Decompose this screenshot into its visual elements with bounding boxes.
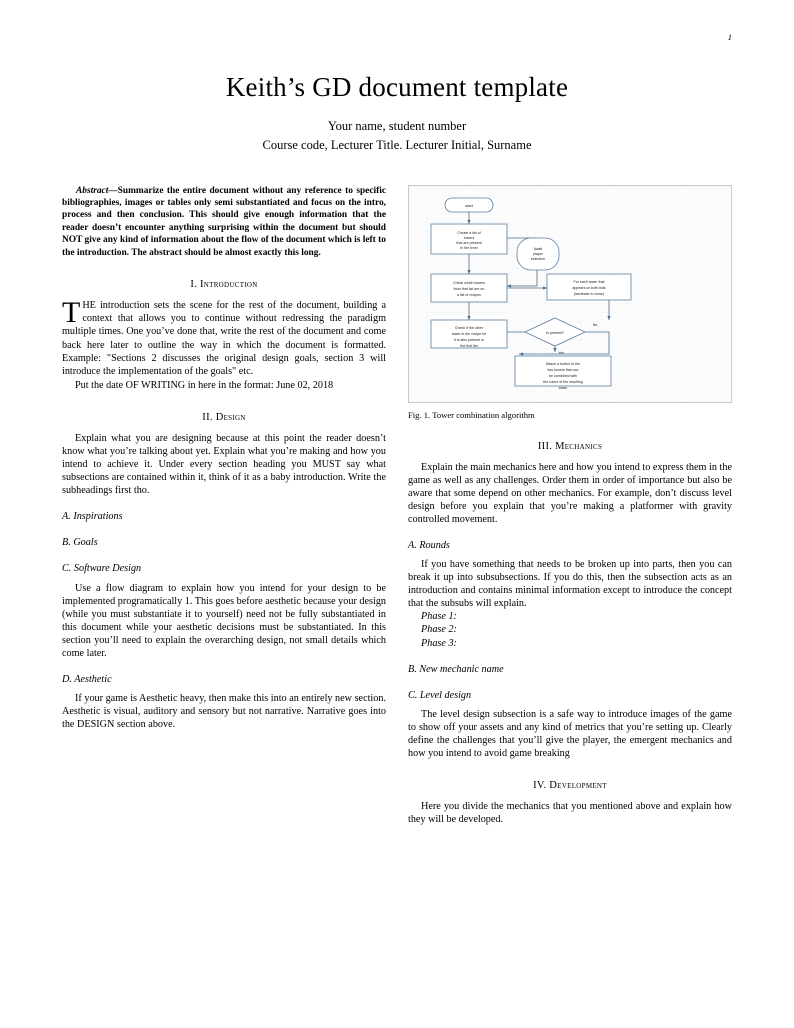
left-column: [62, 185, 386, 827]
flow-node-await-selection-l3: selection: [530, 256, 546, 261]
phase-3-label: Phase 3:: [421, 637, 457, 649]
flow-node-check-towers-l1: Check which towers: [453, 280, 485, 285]
flow-edge-label-no: No: [592, 322, 598, 327]
introduction-paragraph-1-text: HE introduction sets the scene for the rest of the document, building a context that allows you to continue without redressing the paradigm multiple times. One you’ve done that, write the rest of the document and come back here later to outline the way in which the document is formatted. Example: "Sections 2 discusses the original design goals, section 3 will introduce the implementation of the goals" etc.: [62, 300, 386, 377]
flow-node-attach-button-l1: Attach a button to the: [545, 361, 581, 366]
page-title: Keith’s GD document template: [225, 72, 569, 102]
design-paragraph-1: Explain what you are designing because at this point the reader doesn’t know what you’re talking about yet. Explain what you’re making and how you intend to achieve it. Under every section heading you MUST say what subsections are contained within it, think of it as a baby introduction. Write the subheadings first tho.: [62, 433, 386, 497]
subsection-goals: B. Goals: [62, 537, 98, 549]
abstract-body: Summarize the entire document without any reference to specific bibliographies, images or tables only semi substantiated and focus on the intro, process and then conclusion. This should give enough information that the reader doesn’t encounter anything surprising within the document but should NOT give any kind of information about the flow of the document which is left to the introduction. The abstract should be almost exactly this long.: [62, 185, 386, 258]
subsection-new-mechanic-name: B. New mechanic name: [408, 663, 504, 675]
flow-node-spawn-ghost-l1: For each tower that: [573, 279, 605, 284]
flow-node-create-list-l3: that are present: [456, 240, 482, 245]
right-column: [408, 185, 732, 827]
introduction-paragraph-2: Put the date OF WRITING in here in the format: June 02, 2018: [75, 379, 334, 391]
subsection-inspirations: A. Inspirations: [62, 511, 123, 523]
flow-node-create-list-l4: in the level: [460, 245, 478, 250]
figure-caption: [408, 410, 732, 421]
flow-node-check-towers-l2: from that list are on: [453, 286, 485, 291]
page-number: 1: [727, 32, 732, 42]
figure-caption-label: Fig. 1.: [408, 409, 431, 420]
flow-node-decision-label: Is present?: [546, 330, 564, 335]
flow-node-await-selection-l2: player: [533, 251, 543, 256]
flowchart-svg: [409, 186, 732, 403]
flow-node-start-label: start: [465, 202, 473, 208]
abstract: [62, 185, 386, 259]
flow-node-create-list-l2: towers: [463, 235, 475, 240]
rounds-paragraph-1: If you have something that needs to be broken up into parts, then you can break it up into subsubsections. If you do this, then the subsection acts as an introduction and contains minimal information except to introduce the concept that the subsubs will explain.: [408, 559, 732, 610]
figure-caption-text: Tower combination algorithm: [432, 409, 535, 420]
section-heading-design: II. Design: [202, 411, 246, 423]
abstract-heading: Abstract—: [76, 185, 118, 196]
mechanics-paragraph-1: Explain the main mechanics here and how you intend to express them in the game as well as any challenges. Order them in order of importance but also be aware that some depend on other mechanics. For example, don’t discuss level design before you explain that you’re making a platformer with gravity controlled movement.: [408, 461, 732, 526]
flow-edge-label-yes: Yes: [558, 350, 564, 355]
subsection-aesthetic: D. Aesthetic: [62, 673, 112, 685]
flow-node-attach-button-l3: be combined with: [549, 373, 577, 378]
flow-node-check-other-l4: the first list: [460, 343, 478, 348]
author-line: Your name, student number: [327, 119, 467, 133]
flow-node-check-other-l3: it is also present in: [454, 337, 484, 342]
introduction-paragraph-1: [62, 296, 386, 377]
flow-node-check-towers-l3: a list of recipes: [457, 292, 481, 297]
two-column-body: [62, 185, 732, 827]
subsection-level-design: C. Level design: [408, 689, 472, 701]
flow-node-check-other-l2: tower in the recipe for: [451, 331, 487, 336]
phase-2-label: Phase 2:: [421, 624, 457, 636]
subsection-rounds: A. Rounds: [408, 540, 450, 552]
course-line: Course code, Lecturer Title. Lecturer Initial, Surname: [262, 137, 532, 152]
section-heading-introduction: I. Introduction: [190, 278, 258, 290]
phase-1-label: Phase 1:: [421, 611, 457, 623]
flow-node-spawn-ghost-l3: (lamiinate to close): [573, 291, 605, 296]
flow-node-check-other-l1: Check if the other: [454, 325, 484, 330]
section-heading-development: IV. Development: [533, 779, 607, 791]
subsection-software-design: C. Software Design: [62, 563, 142, 575]
level-design-paragraph-1: The level design subsection is a safe way to introduce images of the game to show off your assets and any kind of metrics that you’re setting up. Clearly define the challenges that you’ll give the player, the emergent mechanics and how you intend to avoid game breaking: [408, 708, 732, 759]
flow-node-attach-button-l2: two towers that can: [547, 367, 579, 372]
drop-cap: T: [62, 296, 81, 330]
flow-node-create-list-l1: Create a list of: [457, 230, 481, 235]
flow-node-await-selection-l1: Await: [533, 246, 543, 251]
software-design-paragraph-1: Use a flow diagram to explain how you intend for your design to be implemented programatically 1. This goes before aesthetic because your design (while you must substantiate it to yourself) need not be fully substantiated in this document while your aesthetic decisions must be substantiated. In this section you’ll need to explain the overarching design, not small details which come later.: [62, 582, 387, 659]
section-heading-mechanics: III. Mechanics: [537, 440, 603, 452]
development-paragraph-1: Here you divide the mechanics that you mentioned above and explain how they will be developed.: [408, 801, 732, 826]
flow-node-spawn-ghost-l2: appears on both lists: [572, 285, 606, 290]
flow-node-attach-button-l4: the name of the resulting: [543, 379, 583, 384]
figure-flowchart: [408, 185, 732, 403]
authors-block: [62, 117, 732, 155]
flow-node-attach-button-l5: tower: [558, 385, 568, 390]
aesthetic-paragraph-1: If your game is Aesthetic heavy, then make this into an entirely new section. Aesthetic is visual, auditory and sensory but not narrative. Narrative goes into the DESIGN section above.: [62, 692, 386, 730]
